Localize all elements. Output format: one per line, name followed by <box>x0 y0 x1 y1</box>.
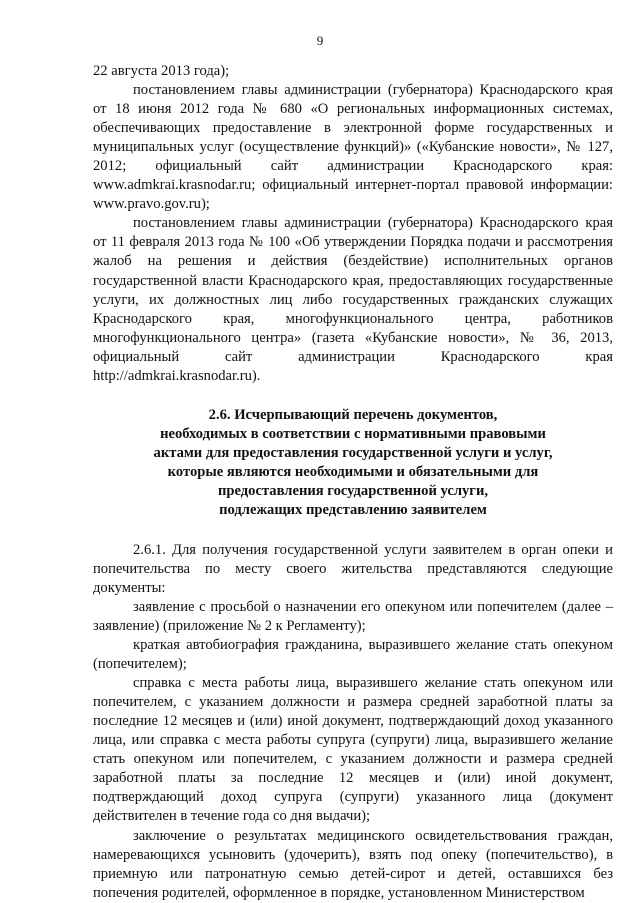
section-heading <box>93 406 613 520</box>
section-heading-line: актами для предоставления государственной услуги и услуг, <box>153 444 553 461</box>
section-heading-line: 2.6. Исчерпывающий перечень документов, <box>208 406 498 423</box>
paragraph: 2.6.1. Для получения государственной услуги заявителем в орган опеки и попечительства по месту своего жительства представляются следующие документы: <box>93 541 613 596</box>
section-heading-line: необходимых в соответствии с нормативными правовыми <box>160 425 546 442</box>
section-heading-line: предоставления государственной услуги, <box>217 482 488 499</box>
document-body <box>93 62 613 903</box>
paragraph: заключение о результатах медицинского освидетельствования граждан, намеревающихся усыновить (удочерить), взять под опеку (попечительство), в приемную или патронатную семью детей-сирот и детей, оставшихся без попечения родителей, оформленное в порядке, установленном Министерством <box>93 827 613 901</box>
paragraph: 22 августа 2013 года); <box>93 63 230 79</box>
paragraph: постановлением главы администрации (губернатора) Краснодарского края от 11 февраля 2013 года № 100 «Об утверждении Порядка подачи и рассмотрения жалоб на решения и действия (бездействие) исполнительных органов государственной власти Краснодарского края, предоставляющих государственные услуги, их должностных лиц либо государственных гражданских служащих Краснодарского края, многофункционального центра, работников многофункционального центра» (газета «Кубанские новости», № 36, 2013, официальный сайт администрации Краснодарского края http://admkrai.krasnodar.ru). <box>93 215 613 384</box>
section-heading-line: которые являются необходимыми и обязательными для <box>167 463 539 480</box>
paragraph: краткая автобиография гражданина, выразившего желание стать опекуном (попечителем); <box>93 637 613 673</box>
section-heading-line: подлежащих представлению заявителем <box>219 501 487 518</box>
paragraph: заявление с просьбой о назначении его опекуном или попечителем (далее – заявление) (приложение № 2 к Регламенту); <box>93 598 613 634</box>
page-number: 9 <box>316 33 324 48</box>
paragraph: постановлением главы администрации (губернатора) Краснодарского края от 18 июня 2012 года № 680 «О региональных информационных системах, обеспечивающих предоставление в электронной форме государственных и муниципальных услуг (осуществление функций)» («Кубанские новости», № 127, 2012; официальный сайт администрации Краснодарского края: www.admkrai.krasnodar.ru; официальный интернет-портал правовой информации: www.pravo.gov.ru); <box>93 82 613 213</box>
paragraph: справка с места работы лица, выразившего желание стать опекуном или попечителем, с указанием должности и размера средней заработной платы за последние 12 месяцев и (или) иной документ, подтверждающий доход указанного лица, или справка с места работы супруга (супруги) лица, выразившего желание стать опекуном или попечителем, с указанием должности и размера средней заработной платы за последние 12 месяцев и (или) иной документ, подтверждающий доход супруга (супруги) указанного лица (документ действителен в течение года со дня выдачи); <box>93 675 613 825</box>
